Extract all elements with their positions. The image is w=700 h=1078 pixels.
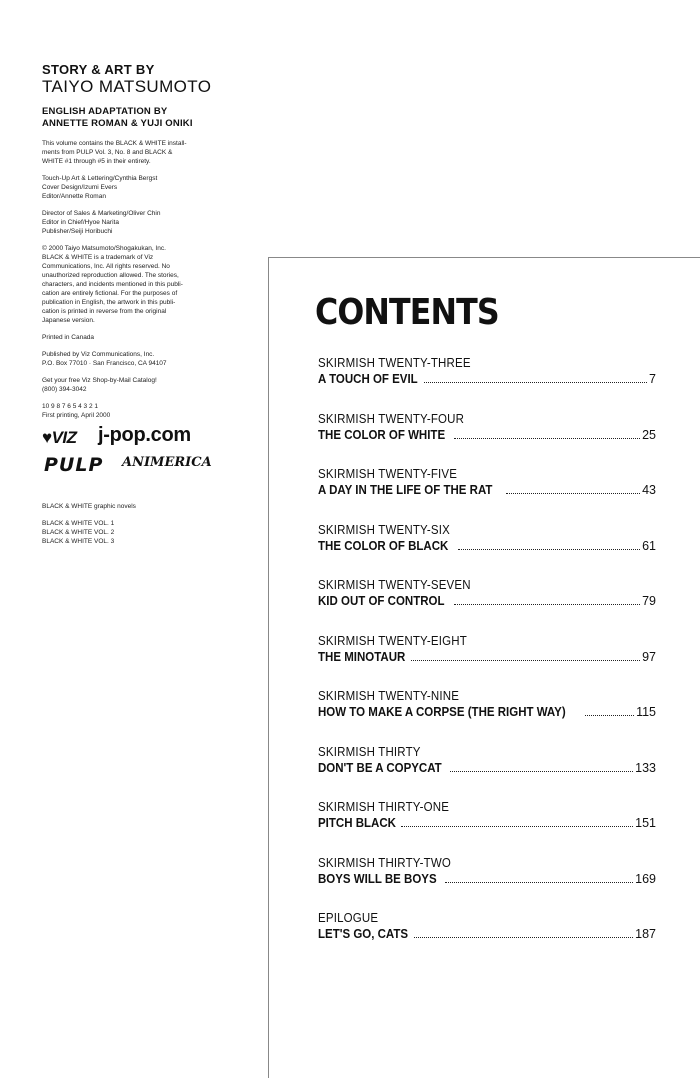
novel-volume: BLACK & WHITE VOL. 3 (42, 538, 115, 545)
toc-page-number: 25 (642, 427, 656, 442)
toc-chapter-number: SKIRMISH THIRTY-TWO (318, 855, 451, 870)
toc-page-number: 133 (635, 760, 656, 775)
publisher-address (42, 350, 227, 368)
exec-line: Director of Sales & Marketing/Oliver Chin (42, 210, 161, 217)
note-line: ments from PULP Vol. 3, No. 8 and BLACK & (42, 149, 173, 156)
toc-title-line (318, 704, 656, 720)
toc-chapter-number: SKIRMISH TWENTY-FIVE (318, 467, 458, 481)
printing-date: First printing, April 2000 (42, 412, 111, 419)
toc-entry (318, 688, 656, 744)
publisher-line: Published by Viz Communications, Inc. (42, 351, 155, 358)
toc-entry (318, 466, 656, 522)
novel-volume: BLACK & WHITE VOL. 1 (42, 520, 115, 527)
legal-line: BLACK & WHITE is a trademark of Viz (42, 254, 154, 261)
toc-chapter-title: THE COLOR OF WHITE (318, 427, 446, 442)
toc-title-line (318, 482, 656, 498)
toc-chapter-title: DON'T BE A COPYCAT (318, 760, 442, 775)
toc-page-number: 115 (636, 705, 656, 719)
legal-line: Communications, Inc. All rights reserved. No (42, 263, 170, 270)
toc-chapter-number: EPILOGUE (318, 911, 379, 925)
legal-line: © 2000 Taiyo Matsumoto/Shogakukan, Inc. (42, 245, 166, 252)
toc-chapter-number: SKIRMISH TWENTY-SEVEN (318, 578, 471, 592)
credits-column (42, 62, 227, 554)
toc-chapter-number: SKIRMISH TWENTY-NINE (318, 689, 460, 703)
toc-page-number: 169 (635, 871, 656, 886)
legal-notice (42, 244, 227, 325)
exec-line: Editor in Chief/Hyoe Narita (42, 219, 119, 226)
toc-entry (318, 910, 656, 966)
executive-credits (42, 209, 227, 236)
toc-entry (318, 855, 656, 911)
legal-line: Japanese version. (42, 317, 95, 324)
staff-line: Editor/Annette Roman (42, 193, 106, 200)
toc-title-line (318, 649, 656, 665)
toc-chapter-title: THE COLOR OF BLACK (318, 538, 449, 553)
catalog-line: Get your free Viz Shop-by-Mail Catalog! (42, 377, 157, 384)
staff-line: Touch-Up Art & Lettering/Cynthia Bergst (42, 175, 158, 182)
legal-line: publication in English, the artwork in this publi- (42, 299, 176, 306)
toc-leader-dots (411, 659, 640, 661)
viz-logo: ♥VIZ (42, 428, 77, 447)
toc-title-line (318, 427, 656, 443)
toc-title-line (318, 926, 656, 942)
toc-chapter-title: PITCH BLACK (318, 816, 396, 830)
toc-title-line (318, 371, 656, 387)
toc-title-line (318, 593, 656, 609)
toc-title-line (318, 538, 656, 554)
note-line: This volume contains the BLACK & WHITE install- (42, 140, 187, 147)
toc-page-number: 79 (642, 594, 656, 608)
toc-chapter-title: KID OUT OF CONTROL (318, 594, 445, 608)
catalog-phone: (800) 394-3042 (42, 386, 87, 393)
toc-leader-dots (445, 881, 633, 883)
toc-leader-dots (401, 825, 633, 827)
toc-entry (318, 633, 656, 689)
toc-title-line (318, 871, 656, 887)
toc-chapter-number: SKIRMISH TWENTY-EIGHT (318, 633, 467, 648)
toc-page-number: 187 (635, 927, 656, 941)
printing-info (42, 402, 227, 420)
toc-leader-dots (414, 936, 633, 938)
toc-page-number: 97 (642, 649, 656, 664)
toc-leader-dots (450, 770, 633, 772)
toc-leader-dots (424, 381, 647, 383)
toc-entry (318, 355, 656, 411)
novels-label: BLACK & WHITE graphic novels (42, 503, 136, 510)
viz-logo-text: VIZ (51, 428, 77, 447)
toc-entry (318, 411, 656, 467)
volume-contents-note (42, 139, 227, 166)
toc-chapter-title: A DAY IN THE LIFE OF THE RAT (318, 483, 493, 497)
staff-credits (42, 174, 227, 201)
toc-page-number: 43 (642, 483, 656, 497)
staff-line: Cover Design/Izumi Evers (42, 184, 118, 191)
adaptation-label: ENGLISH ADAPTATION BY (42, 106, 168, 117)
jpop-logo: j-pop.com (98, 424, 191, 446)
legal-line: cation are entirely fictional. For the purposes of (42, 290, 178, 297)
toc-entry (318, 744, 656, 800)
toc-leader-dots (506, 492, 641, 494)
animerica-logo: ANIMERICA (122, 455, 212, 470)
toc-leader-dots (454, 437, 640, 439)
printed-location (42, 333, 227, 342)
toc-chapter-number: SKIRMISH TWENTY-FOUR (318, 411, 465, 426)
legal-line: unauthorized reproduction allowed. The stories, (42, 272, 179, 279)
toc-chapter-number: SKIRMISH TWENTY-THREE (318, 356, 471, 370)
toc-chapter-number: SKIRMISH THIRTY (318, 744, 421, 759)
publisher-line: P.O. Box 77010 · San Francisco, CA 94107 (42, 360, 167, 367)
table-of-contents (318, 355, 656, 966)
toc-page-number: 7 (649, 372, 656, 386)
graphic-novels-list (42, 502, 227, 546)
toc-title-line (318, 815, 656, 831)
toc-chapter-title: BOYS WILL BE BOYS (318, 871, 437, 886)
legal-line: characters, and incidents mentioned in this publi- (42, 281, 183, 288)
adaptation-credit (42, 106, 227, 130)
toc-entry (318, 577, 656, 633)
toc-chapter-title: HOW TO MAKE A CORPSE (THE RIGHT WAY) (318, 705, 566, 719)
toc-chapter-number: SKIRMISH THIRTY-ONE (318, 800, 450, 814)
toc-entry (318, 522, 656, 578)
author-name: TAIYO MATSUMOTO (42, 77, 212, 96)
note-line: WHITE #1 through #5 in their entirety. (42, 158, 151, 165)
toc-leader-dots (454, 603, 641, 605)
adaptation-names: ANNETTE ROMAN & YUJI ONIKI (42, 118, 193, 129)
exec-line: Publisher/Seiji Horibuchi (42, 228, 113, 235)
catalog-offer (42, 376, 227, 394)
novel-volume: BLACK & WHITE VOL. 2 (42, 529, 115, 536)
toc-leader-dots (585, 714, 634, 716)
publisher-logos (42, 424, 227, 480)
printing-numbers: 10 9 8 7 6 5 4 3 2 1 (42, 403, 99, 410)
toc-chapter-title: A TOUCH OF EVIL (318, 372, 418, 386)
toc-leader-dots (458, 548, 640, 550)
story-art-label: STORY & ART BY (42, 62, 155, 77)
printed-line: Printed in Canada (42, 334, 95, 341)
legal-line: cation is printed in reverse from the original (42, 308, 167, 315)
toc-chapter-title: THE MINOTAUR (318, 649, 406, 664)
toc-title-line (318, 760, 656, 776)
toc-chapter-number: SKIRMISH TWENTY-SIX (318, 522, 450, 537)
pulp-logo: PULP (44, 454, 104, 476)
toc-entry (318, 799, 656, 855)
toc-page-number: 61 (642, 538, 656, 553)
toc-chapter-title: LET'S GO, CATS (318, 927, 409, 941)
toc-page-number: 151 (635, 816, 656, 830)
contents-heading: CONTENTS (315, 292, 499, 333)
